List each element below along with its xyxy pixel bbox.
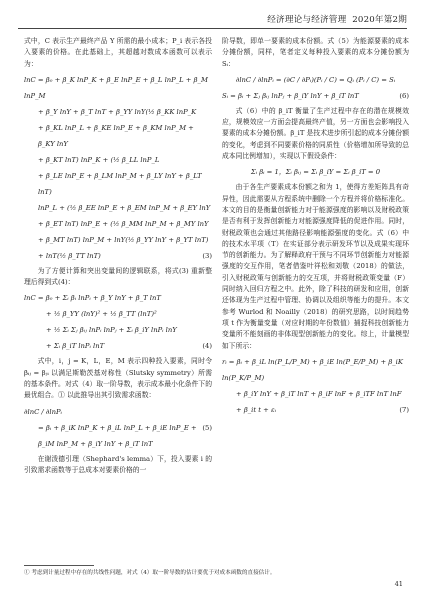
equation-line: + β_KT lnT) lnP_K + (½ β_LL lnP_L — [38, 155, 160, 164]
running-header — [267, 13, 407, 25]
equation-line: + β_LE lnP_E + β_LM lnP_M + β_LY lnY + β_LT lnT) — [38, 171, 202, 196]
paragraph: 式中，C 表示生产最终产品 Y 所需的最小成本；P_i 表示各投入要素的价格。在此基础上，其超越对数成本函数可以表示为： — [24, 37, 212, 68]
journal-title: 经济理论与经济管理 — [267, 15, 347, 25]
equation-lhs: ∂lnC / ∂lnPᵢ — [24, 407, 62, 416]
equation-line: lnC = β₀ + Σᵢ βᵢ lnPᵢ + β_Y lnY + β_T lnT — [24, 294, 161, 303]
equation-line: + β_Y lnY + β_T lnT + β_YY lnY(½ β_KK lnP_K — [38, 107, 197, 116]
equation-line: rᵢ = βᵢ + β_iL ln(P_L/P_M) + β_iE ln(P_E/P_M) + β_iK ln(P_K/P_M) — [222, 357, 403, 382]
equation-line: + ½ Σᵢ Σⱼ βᵢⱼ lnPᵢ lnPⱼ + Σᵢ β_iY lnPᵢ lnY — [46, 326, 177, 335]
equation-3 — [24, 72, 212, 264]
header-rule — [18, 28, 407, 29]
equation-line: + lnT(½ β_TT lnT) — [38, 251, 101, 260]
equation-number: (7) — [399, 405, 409, 414]
equation-line: Σᵢ βᵢ = 1，Σᵢ βᵢⱼ = Σᵢ β_iY = Σᵢ β_iT = 0 — [250, 168, 381, 177]
paragraph: 阶导数，即单一要素的成本份额。式（5）为能源要素的成本分摊份额，同样，笔者定义每种投入要素的成本分摊份额为 Sᵢ： — [222, 37, 409, 68]
footnote-rule — [24, 565, 94, 566]
equation-line: + β_MT lnT) lnP_M + lnY(½ β_YY lnY + β_YT lnT) — [38, 235, 209, 244]
paragraph: 式中，i，j = K，L，E，M 表示四种投入要素，同时令 βᵢⱼ = βⱼᵢ 以满足斯勒茨基对称性（Slutsky symmetry）所需的基本条件。对式（4）取一阶导数，表示成本最小化条件下的最优组合。① 以此推导出其引致需求函数： — [24, 357, 212, 400]
right-column — [222, 36, 409, 420]
equation-line: + β_iY lnY + β_iT lnT + β_iF lnF + β_iTF lnT lnF — [236, 389, 402, 398]
paragraph: 为了方便计算和突出变量间的逻辑联系，将式(3) 重新整理后得到式(4)： — [24, 266, 212, 287]
footnote: ① 考虑到计量过程中存在的共线性问题，对式（4）取一阶导数的估计要优于对成本函数的直接估计。 — [24, 570, 276, 576]
equation-number: (5) — [202, 423, 212, 432]
equation-constraints — [222, 164, 409, 180]
equation-line: ∂lnC / ∂lnPᵢ = (∂C / ∂Pᵢ)(Pᵢ / C) = Qᵢ (Pᵢ / C) = Sᵢ — [235, 75, 396, 84]
left-column — [24, 36, 212, 476]
paragraph: 在谢泼德引理（Shephard's lemma）下，投入要素 i 的引致需求函数等于总成本对要素价格的一 — [24, 454, 212, 474]
equation-line: + β_it t + εᵢ — [236, 405, 277, 414]
paragraph: 式（6）中的 β_iT 衡量了生产过程中存在的潜在规模效应，规模效应一方面会提高最终产值，另一方面也会影响投入要素的成本分摊份额。β_iT 是技术进步所引起的成本分摊份额的变化，考虑到不同要素价格的同质性（价格增加所导致的总成本同比例增加），实现以下假设条件： — [222, 106, 409, 161]
equation-line: lnC = β₀ + β_K lnP_K + β_E lnP_E + β_L lnP_L + β_M lnP_M — [24, 75, 208, 100]
equation-number: (4) — [202, 342, 212, 351]
equation-6 — [222, 72, 409, 104]
equation-line: lnP_L + (½ β_EE lnP_E + β_EM lnP_M + β_EY lnY — [38, 203, 211, 212]
page-number: 41 — [394, 580, 403, 588]
equation-number: (6) — [399, 91, 409, 100]
equation-line: Sᵢ = βᵢ + Σⱼ βᵢⱼ lnPⱼ + β_iY lnY + β_iT lnT — [222, 91, 359, 100]
equation-line: + β_KL lnP_L + β_KE lnP_E + β_KM lnP_M + β_KY lnY — [38, 123, 194, 148]
equation-rhs: = βᵢ + β_iK lnP_K + β_iL lnP_L + β_iE lnP_E + β_iM lnP_M + β_iY lnY + β_iT lnT — [38, 423, 197, 448]
paragraph: 由于各生产要素成本份额之和为 1，使得方差矩阵具有奇异性，因此需要从方程系统中删除一个方程并将价格标准化。本文的目的是衡量创新能力对于能源强度的影响以及财税政策是否有利于发挥创新能力对能源强度降低的促进作用。同时，财税政策也会通过其他路径影响能源强度的变化。式（6）中的技术水平项（T）在实证部分表示研发环节以及成果实现环节的创新能力。为了解释政府干预与不同环节创新能力对能源强度的交互作用，笔者借鉴叶祥松和刘敬（2018）的做法，引入财税政策与创新能力的交互项，并将财税政策变量（F）同时纳入回归方程之中。此外，除了科技的研发和应用，创新还体现为生产过程中管理、协调以及组织等能力的提升。本文参考 Wurlod 和 Noailly（2018）的研究思路，以时间趋势项 t 作为衡量变量（对应时期的年份数值）捕捉科技创新能力变量所不能刻画的非体现型创新能力的变化。综上，计量模型如下所示： — [222, 183, 409, 350]
equation-line: + Σᵢ β_iT lnPᵢ lnT — [46, 342, 105, 351]
equation-line: + ½ β_YY (lnY)² + ½ β_TT (lnT)² — [46, 310, 157, 319]
equation-number: (3) — [202, 251, 212, 260]
issue-label: 2020年第2期 — [352, 15, 407, 25]
equation-line: + β_ET lnT) lnP_E + (½ β_MM lnP_M + β_MY lnY — [38, 219, 209, 228]
equation-5 — [24, 404, 212, 452]
equation-4 — [24, 290, 212, 354]
equation-7 — [222, 354, 409, 418]
